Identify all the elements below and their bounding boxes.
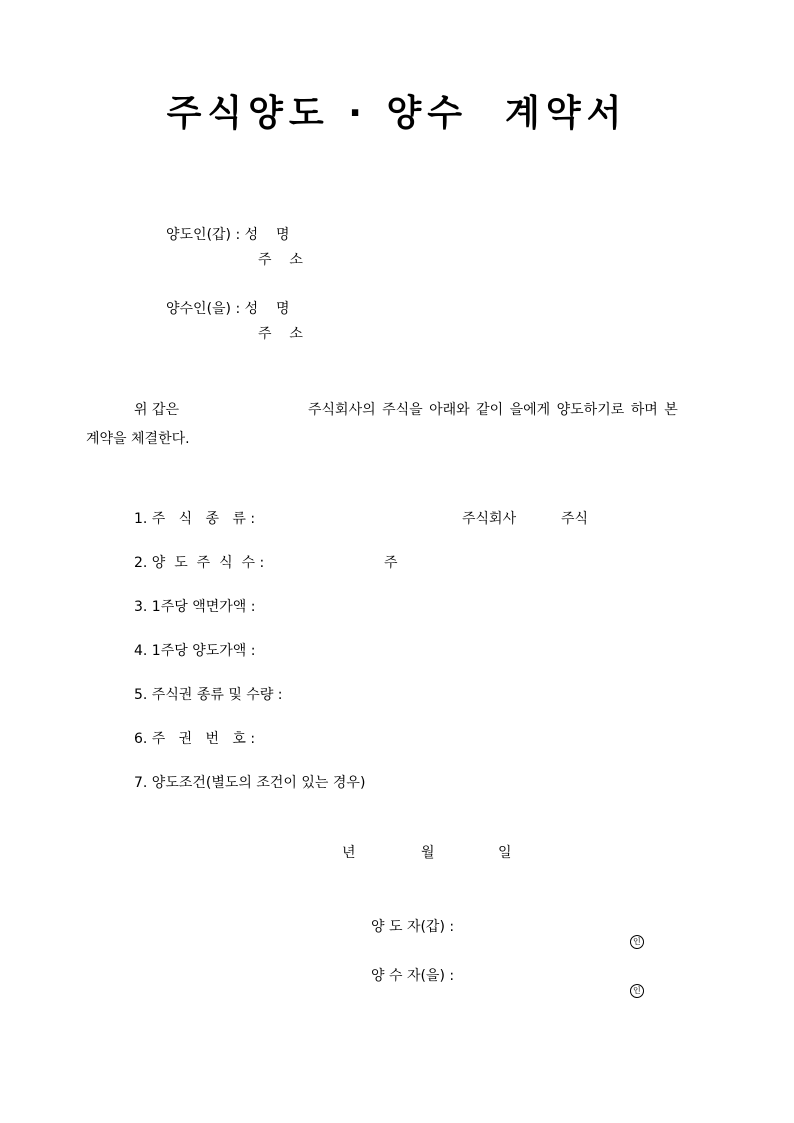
item-certificate-number: 6. 주 권 번 호 : — [134, 731, 256, 747]
transferor-seal-icon — [621, 919, 644, 949]
item-stock-type: 1. 주 식 종 류 : — [134, 511, 256, 527]
intro-text-part2: 주식회사의 주식을 아래와 같이 을에게 양도하기로 하며 본 — [308, 402, 678, 418]
item-stock-type-company: 주식회사 — [462, 511, 517, 527]
transferee-address-label: 주 소 — [258, 326, 303, 342]
intro-text-part1: 위 갑은 — [134, 402, 180, 418]
seal-mark: 인 — [630, 984, 644, 998]
transferee-name-label: 양수인(을) : 성 명 — [166, 301, 290, 317]
transferor-signature-label: 양 도 자(갑) : — [371, 919, 455, 935]
item-certificate-type: 5. 주식권 종류 및 수량 : — [134, 687, 283, 703]
transferor-address-label: 주 소 — [258, 252, 303, 268]
intro-text-part3: 계약을 체결한다. — [86, 431, 190, 447]
transferee-signature-label: 양 수 자(을) : — [371, 968, 455, 984]
item-par-value: 3. 1주당 액면가액 : — [134, 599, 256, 615]
item-share-count-unit: 주 — [384, 555, 398, 571]
item-transfer-price: 4. 1주당 양도가액 : — [134, 643, 256, 659]
transferor-name-label: 양도인(갑) : 성 명 — [166, 227, 290, 243]
date-day: 일 — [498, 845, 512, 861]
item-stock-type-suffix: 주식 — [561, 511, 589, 527]
transferee-seal-icon — [621, 968, 644, 998]
item-transfer-conditions: 7. 양도조건(별도의 조건이 있는 경우) — [134, 775, 366, 791]
date-month: 월 — [421, 845, 435, 861]
seal-mark: 인 — [630, 935, 644, 949]
date-year: 년 — [342, 845, 356, 861]
item-share-count: 2. 양 도 주 식 수 : — [134, 555, 265, 571]
document-title: 주식양도 · 양수 계약서 — [166, 93, 628, 134]
